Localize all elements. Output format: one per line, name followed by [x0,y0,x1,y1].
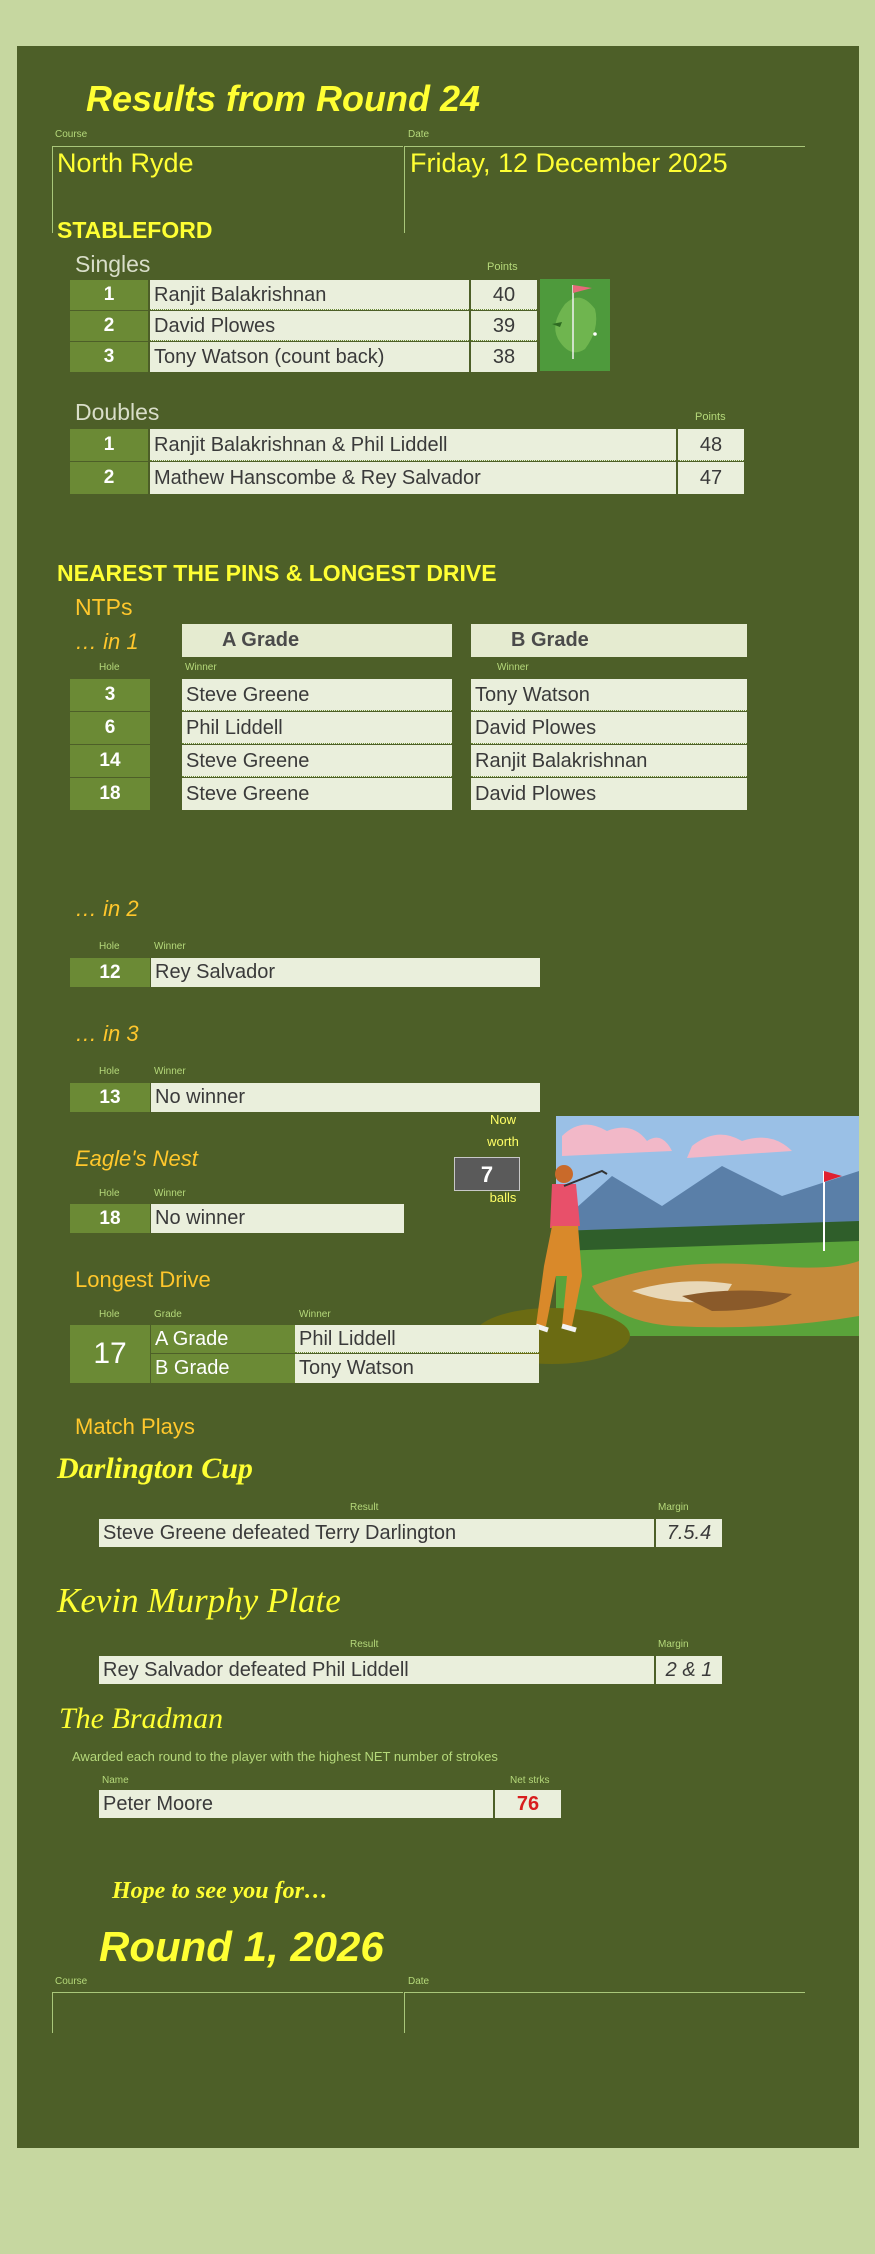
darlington-result: Steve Greene defeated Terry Darlington [99,1519,654,1547]
results-panel [17,46,859,2148]
strokes-label: Net strks [510,1775,550,1786]
longest-grade: B Grade [151,1354,295,1383]
doubles-points: 47 [678,462,744,494]
winner-label: Winner [185,662,217,673]
longest-grade: A Grade [151,1325,295,1353]
bradman-strokes: 76 [495,1790,561,1818]
result-label: Result [350,1502,379,1513]
ntp-in2-row [70,958,540,987]
footer-course-box [52,1992,403,2033]
eagle-balls-count: 7 [454,1157,520,1191]
ntp-in1-row [70,778,747,810]
singles-title: Singles [75,251,151,277]
now-label: Now [489,1112,516,1127]
doubles-title: Doubles [75,399,160,425]
eagle-row [70,1204,404,1233]
ntp-in1-row [70,679,747,711]
singles-name: Tony Watson (count back) [150,342,469,372]
singles-points: 38 [471,342,537,372]
singles-row [70,280,537,310]
result-label: Result [350,1639,379,1650]
in3-title: … in 3 [75,1021,139,1046]
singles-points: 40 [471,280,537,310]
darlington-title: Darlington Cup [57,1452,253,1485]
doubles-name: Mathew Hanscombe & Rey Salvador [150,462,676,494]
singles-points: 39 [471,311,537,341]
ntp-in1-row [70,745,747,777]
worth-label: worth [487,1134,519,1149]
grade-label: Grade [154,1309,182,1320]
hope-text: Hope to see you for… [112,1878,328,1904]
name-label: Name [102,1775,129,1786]
matchplays-title: Match Plays [75,1414,195,1439]
ntp-hole: 14 [70,745,150,777]
b-grade-header: B Grade [471,624,747,657]
hole-label: Hole [99,1309,120,1320]
ntp-in1-row [70,712,747,744]
footer-course-label: Course [55,1976,88,1987]
balls-label: balls [489,1190,517,1205]
ntp-a-winner: Steve Greene [182,778,452,810]
hole-label: Hole [99,941,120,952]
ntp-in3-row [70,1083,540,1112]
singles-name: Ranjit Balakrishnan [150,280,469,310]
doubles-row [70,429,744,461]
ntp-b-winner: Tony Watson [471,679,747,711]
course-label: Course [55,129,88,140]
winner-label: Winner [154,1188,186,1199]
murphy-title: Kevin Murphy Plate [57,1581,341,1620]
murphy-margin: 2 & 1 [656,1656,722,1684]
singles-row [70,342,537,372]
longest-title: Longest Drive [75,1267,211,1292]
longest-row [151,1325,539,1353]
doubles-name: Ranjit Balakrishnan & Phil Liddell [150,429,676,461]
singles-points-label: Points [487,261,518,273]
ntp-b-winner: Ranjit Balakrishnan [471,745,747,777]
margin-label: Margin [658,1502,689,1513]
in2-title: … in 2 [75,896,139,921]
singles-name: David Plowes [150,311,469,341]
singles-rank: 3 [70,342,148,372]
ntp-hole: 13 [70,1083,150,1112]
ntp-hole: 3 [70,679,150,711]
ntps-title: NTPs [75,594,133,620]
longest-winner: Tony Watson [295,1354,539,1383]
page-title: Results from Round 24 [86,78,481,119]
date-label: Date [408,129,430,140]
hole-label: Hole [99,1066,120,1077]
doubles-rank: 2 [70,462,148,494]
doubles-points-label: Points [695,411,726,423]
margin-label: Margin [658,1639,689,1650]
next-round: Round 1, 2026 [99,1923,384,1970]
singles-rank: 1 [70,280,148,310]
golf-green-icon [540,279,610,371]
eagle-winner: No winner [151,1204,404,1233]
murphy-row [99,1656,722,1684]
eagle-hole: 18 [70,1204,150,1233]
singles-row [70,311,537,341]
ntp-a-winner: Phil Liddell [182,712,452,744]
ntp-b-winner: David Plowes [471,778,747,810]
ntp-winner: No winner [151,1083,540,1112]
winner-label: Winner [497,662,529,673]
stableford-title: STABLEFORD [57,217,213,243]
hole-label: Hole [99,662,120,673]
winner-label: Winner [154,941,186,952]
hole-label: Hole [99,1188,120,1199]
darlington-row [99,1519,722,1547]
winner-label: Winner [154,1066,186,1077]
footer-date-label: Date [408,1976,430,1987]
ntp-hole: 18 [70,778,150,810]
ntp-title: NEAREST THE PINS & LONGEST DRIVE [57,560,497,586]
doubles-row [70,462,744,494]
eagle-title: Eagle's Nest [75,1146,198,1171]
a-grade-header: A Grade [182,624,452,657]
bradman-row [99,1790,561,1818]
bradman-desc: Awarded each round to the player with the highest NET number of strokes [72,1749,498,1764]
singles-rank: 2 [70,311,148,341]
ntp-a-winner: Steve Greene [182,679,452,711]
doubles-points: 48 [678,429,744,461]
murphy-result: Rey Salvador defeated Phil Liddell [99,1656,654,1684]
ntp-hole: 12 [70,958,150,987]
ntp-hole: 6 [70,712,150,744]
date-value: Friday, 12 December 2025 [410,148,728,178]
doubles-rank: 1 [70,429,148,461]
course-value: North Ryde [57,148,194,178]
bradman-name: Peter Moore [99,1790,493,1818]
winner-label: Winner [299,1309,331,1320]
bradman-title: The Bradman [59,1702,224,1735]
ntp-a-winner: Steve Greene [182,745,452,777]
darlington-margin: 7.5.4 [656,1519,722,1547]
longest-winner: Phil Liddell [295,1325,539,1353]
ntp-winner: Rey Salvador [151,958,540,987]
ntp-b-winner: David Plowes [471,712,747,744]
longest-hole: 17 [70,1325,150,1383]
in1-title: … in 1 [75,629,139,654]
footer-date-box [404,1992,805,2033]
longest-row [151,1354,539,1383]
